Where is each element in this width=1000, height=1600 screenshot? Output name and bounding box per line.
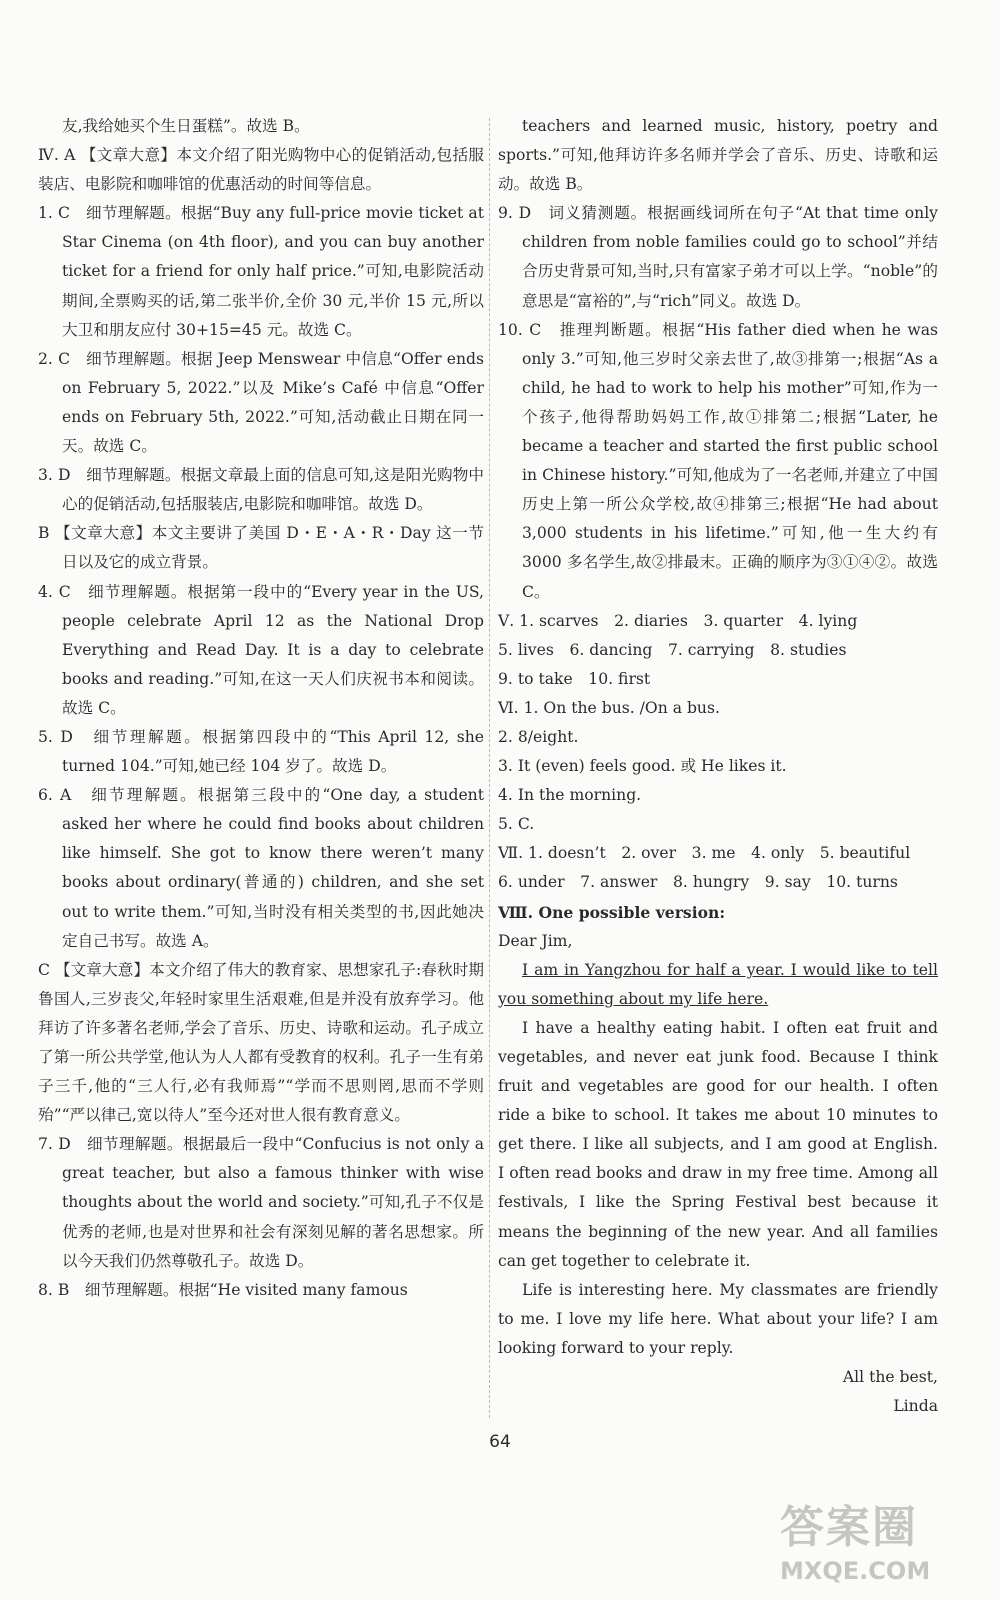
answer-10: 10. C 推理判断题。根据“His father died when he was only 3.”可知,他三岁时父亲去世了,故③排第一;根据“As a child, he had to work to help his mother”可知,作为一个孩子,他得帮助妈妈工作,故①排第二;根据“Later, he became a teacher and started the first public school in Chinese history.”可知,他成为了一名老师,并建立了中国历史上第一所公众学校,故④排第三;根据“He had about 3,000 students in his lifetime.”可知,他一生大约有 3000 多名学生,故②排最末。正确的顺序为③①④②。故选 C。	[498, 320, 938, 601]
passage-c-summary: C 【文章大意】本文介绍了伟大的教育家、思想家孔子:春秋时期鲁国人,三岁丧父,年轻时家里生活艰难,但是并没有放弃学习。他拜访了许多著名老师,学会了音乐、历史、诗歌和运动。孔子成立了第一所公共学堂,他认为人人都有受教育的权利。孔子一生有弟子三千,他的“三人行,必有我师焉”“学而不思则罔,思而不学则殆”“严以律己,宽以待人”至今还对世人很有教育意义。	[38, 960, 484, 1125]
section-v-line-1: Ⅴ. 1. scarves 2. diaries 3. quarter 4. lying	[498, 611, 858, 630]
answer-3: 3. D 细节理解题。根据文章最上面的信息可知,这是阳光购物中心的促销活动,包括服装店,电影院和咖啡馆。故选 D。	[38, 466, 484, 514]
answer-8: 8. B 细节理解题。根据“He visited many famous	[38, 1280, 408, 1299]
answer-2: 2. C 细节理解题。根据 Jeep Menswear 中信息“Offer ends on February 5, 2022.”以及 Mike’s Café 中信息“Offer ends on February 5th, 2022.”可知,活动截止日期在同一天。故选 C。	[38, 349, 484, 456]
answer-5: 5. D 细节理解题。根据第四段中的“This April 12, she turned 104.”可知,她已经 104 岁了。故选 D。	[38, 727, 484, 776]
answer-8-continuation: teachers and learned music, history, poetry and sports.”可知,他拜访许多名师并学会了音乐、历史、诗歌和运动。故选 B。	[498, 117, 938, 194]
essay-opening-text: I am in Yangzhou for half a year. I would like to tell you something about my life here.	[498, 960, 938, 1008]
essay-paragraph-1: I have a healthy eating habit. I often eat fruit and vegetables, and never eat junk food. Because I think fruit and vegetables are good for our health. I often ride a bike to school. It takes me about 10 minutes to get there. I like all subjects, and I am good at English. I often read books and draw in my free time. Among all festivals, I like the Spring Festival best because it means the beginning of the new year. And all families can get together to celebrate it.	[498, 1018, 938, 1270]
answer-4: 4. C 细节理解题。根据第一段中的“Every year in the US, people celebrate April 12 as the National Drop Everything and Read Day. It is a day to celebrate books and reading.”可知,在这一天人们庆祝书本和阅读。故选 C。	[38, 582, 484, 717]
watermark-top: 答案圈	[780, 1502, 918, 1553]
section-vi-line-2: 2. 8/eight.	[498, 727, 579, 746]
right-column	[498, 112, 938, 1421]
essay-heading: Ⅷ. One possible version:	[498, 902, 726, 922]
essay-opening	[498, 956, 938, 1014]
watermark-bottom: MXQE.COM	[780, 1557, 931, 1585]
section-vii-line-2: 6. under 7. answer 8. hungry 9. say 10. turns	[498, 873, 898, 892]
watermark-logo	[780, 1500, 990, 1596]
left-column	[38, 112, 484, 1305]
essay-paragraph-2: Life is interesting here. My classmates are friendly to me. I love my life here. What about your life? I am looking forward to your reply.	[498, 1280, 938, 1357]
section-vi-line-3: 3. It (even) feels good. 或 He likes it.	[498, 757, 787, 776]
answer-continuation: 友,我给她买个生日蛋糕”。故选 B。	[62, 117, 310, 135]
section-vi-line-4: 4. In the morning.	[498, 786, 642, 805]
essay-closing: All the best,	[842, 1368, 938, 1387]
page-number: 64	[489, 1432, 511, 1452]
passage-b-summary: B 【文章大意】本文主要讲了美国 D・E・A・R・Day 这一节日以及它的成立背景。	[38, 524, 484, 572]
essay-signature: Linda	[893, 1397, 938, 1416]
section-vi-line-5: 5. C.	[498, 815, 535, 834]
section-vi-line-1: Ⅵ. 1. On the bus. /On a bus.	[498, 698, 720, 717]
answer-1: 1. C 细节理解题。根据“Buy any full-price movie ticket at Star Cinema (on 4th floor), and you can buy another ticket for a friend for only half price.”可知,电影院活动期间,全票购买的话,第二张半价,全价 30 元,半价 15 元,所以大卫和朋友应付 30+15=45 元。故选 C。	[38, 204, 484, 339]
answer-6: 6. A 细节理解题。根据第三段中的“One day, a student asked her where he could find books about children like himself. She got to know there weren’t many books about ordinary(普通的) children, and she set out to write them.”可知,当时没有相关类型的书,因此她决定自己书写。故选 A。	[38, 786, 484, 950]
essay-salutation: Dear Jim,	[498, 931, 573, 950]
section-v-line-3: 9. to take 10. first	[498, 669, 651, 688]
answer-9: 9. D 词义猜测题。根据画线词所在句子“At that time only children from noble families could go to school”并结合历史背景可知,当时,只有富家子弟才可以上学。“noble”的意思是“富裕的”,与“rich”同义。故选 D。	[498, 204, 938, 310]
section-v-line-2: 5. lives 6. dancing 7. carrying 8. studies	[498, 640, 847, 659]
section-iv-summary: Ⅳ. A 【文章大意】本文介绍了阳光购物中心的促销活动,包括服装店、电影院和咖啡馆的优惠活动的时间等信息。	[38, 146, 484, 194]
answer-7: 7. D 细节理解题。根据最后一段中“Confucius is not only a great teacher, but also a famous thinker with wise thoughts about the world and society.”可知,孔子不仅是优秀的老师,也是对世界和社会有深刻见解的著名思想家。所以今天我们仍然尊敬孔子。故选 D。	[38, 1135, 484, 1270]
column-divider	[489, 118, 490, 1418]
section-vii-line-1: Ⅶ. 1. doesn’t 2. over 3. me 4. only 5. beautiful	[498, 844, 911, 863]
